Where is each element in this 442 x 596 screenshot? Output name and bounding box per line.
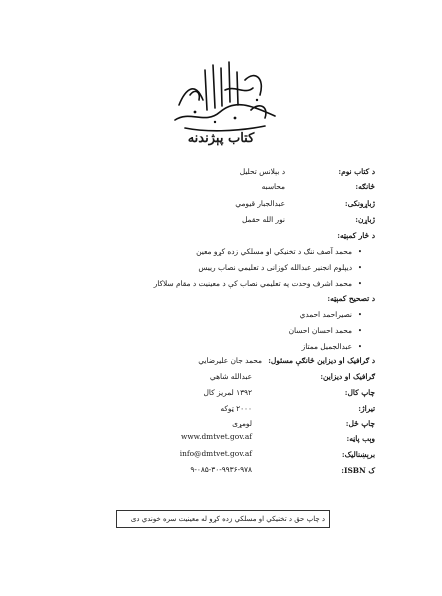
author-label: ژباړونکی: bbox=[344, 199, 375, 208]
graphics-lead-value: محمد جان علیرضایي bbox=[198, 356, 262, 365]
website-label: وېب پاڼه: bbox=[346, 434, 375, 443]
isbn-label: ک ISBN: bbox=[341, 466, 375, 475]
bullet-icon: • bbox=[357, 264, 362, 272]
isbn-value: ۹-۰۸۵-۳۰-۹۹۳۶-۹۷۸ bbox=[190, 465, 252, 474]
graphics-lead-label: د ګرافیک او دیزاین څانګې مسئول: bbox=[268, 356, 375, 365]
author-value: عبدالجبار قیومي bbox=[235, 199, 285, 208]
review-member-2: دیپلوم انجنیر عبدالله کوزانی د تعلیمي نصاب رییس bbox=[198, 263, 352, 272]
bullet-icon: • bbox=[357, 343, 362, 351]
print-year-label: چاپ کال: bbox=[344, 388, 375, 397]
website-value[interactable]: www.dmtvet.gov.af bbox=[181, 432, 252, 441]
copyright-box bbox=[116, 510, 330, 528]
editing-committee-label: د تصحیح کمېټه: bbox=[327, 294, 375, 303]
email-value[interactable]: info@dmtvet.gov.af bbox=[179, 449, 252, 458]
language-value: نور الله حقمل bbox=[241, 215, 285, 224]
basmala-calligraphy bbox=[165, 50, 285, 135]
editing-member-3: عبدالجمیل ممتاز bbox=[301, 342, 352, 351]
book-name-label: د کتاب نوم: bbox=[338, 167, 375, 176]
editing-member-1: نصیراحمد احمدي bbox=[299, 310, 352, 319]
review-member-3: محمد اشرف وحدت په تعلیمي نصاب کې د معینیت د مقام سلاکار bbox=[153, 279, 352, 288]
bullet-icon: • bbox=[357, 311, 362, 319]
bullet-icon: • bbox=[357, 327, 362, 335]
bullet-icon: • bbox=[357, 280, 362, 288]
print-year-value: ۱۳۹۲ لمریز کال bbox=[203, 388, 252, 397]
graphics-value: عبدالله شاهي bbox=[209, 372, 252, 381]
book-name-value: د بېلانس تحلیل bbox=[239, 167, 285, 176]
print-edition-value: لومړی bbox=[232, 419, 252, 428]
language-label: ژباړن: bbox=[355, 215, 375, 224]
graphics-label: ګرافیک او دیزاین: bbox=[320, 372, 375, 381]
print-edition-label: چاپ ځل: bbox=[345, 419, 375, 428]
field-label: څانګه: bbox=[355, 182, 375, 191]
copyright-text: د چاپ حق د تخنیکي او مسلکي زده کړو له معینیت سره خوندي دی bbox=[130, 515, 325, 523]
editing-member-2: محمد احسان احسان bbox=[288, 326, 352, 335]
review-member-1: محمد آصف ننګ د تخنیکي او مسلکي زده کړو معین bbox=[196, 247, 352, 256]
bullet-icon: • bbox=[357, 248, 362, 256]
page-title: کتاب پېژندنه bbox=[187, 131, 255, 146]
email-label: برېښنالیک: bbox=[341, 450, 375, 459]
circulation-label: تیراژ: bbox=[358, 404, 375, 413]
field-value: محاسبه bbox=[261, 182, 285, 191]
review-committee-label: د څار کمېټه: bbox=[337, 231, 375, 240]
circulation-value: ۲۰۰۰ ټوکه bbox=[220, 404, 252, 413]
